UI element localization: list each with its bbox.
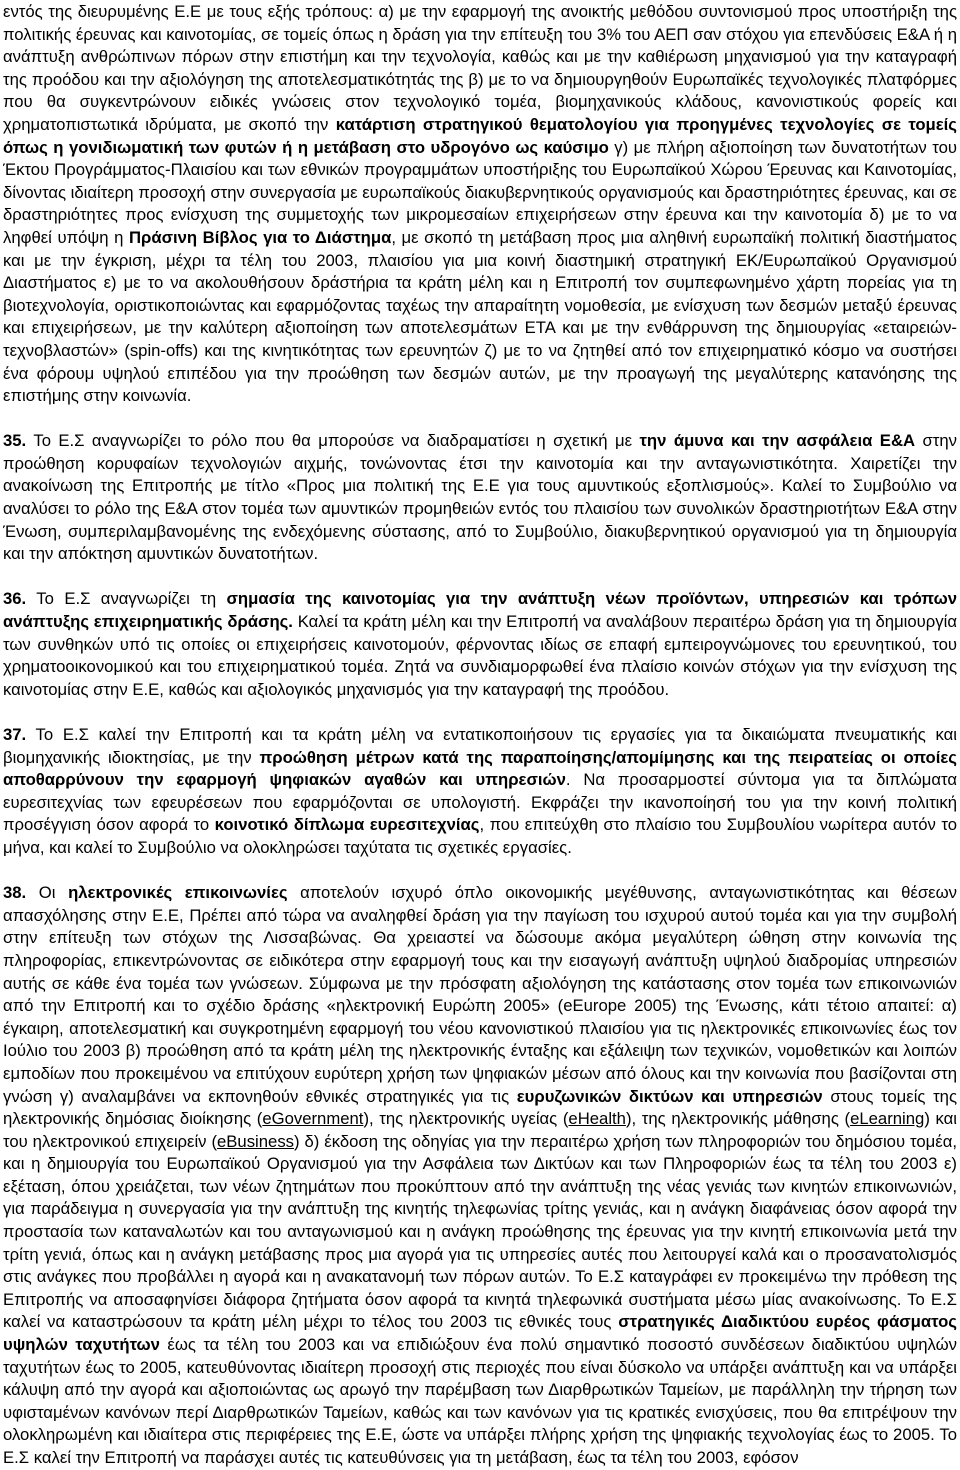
text-run: ), της ηλεκτρονικής μάθησης ( (625, 1109, 851, 1129)
document-body (3, 1, 957, 1470)
paragraph-number: 35. (3, 431, 27, 451)
emphasized-text: κατάρτιση στρατηγικού θεματολογίου για προηγμένες τεχνολογίες σε τομείς όπως η γονιδιωματική των φυτών ή η μετάβαση στο υδρογόνο ως καύσιμο (3, 114, 957, 157)
underlined-term: eLearning (850, 1109, 925, 1129)
paragraph-intro (3, 1, 957, 408)
paragraph-p36 (3, 588, 957, 701)
paragraph-number: 36. (3, 589, 27, 609)
text-run: Το Ε.Σ καλεί την Επιτροπή και τα κράτη μέλη να εντατικοποιήσουν τις εργασίες για τα δικαιώματα πνευματικής και βιομηχανικής ιδιοκτησίας, με την (3, 725, 957, 767)
paragraph-number: 38. (3, 883, 27, 903)
paragraph-gap (3, 566, 957, 589)
text-run: αποτελούν ισχυρό όπλο οικονομικής μεγέθυνσης, ανταγωνιστικότητας και θέσεων απασχόλησης στην Ε.Ε, Πρέπει από τώρα να αναληφθεί δράση για την παγίωση του ισχυρού αυτού τομέα και για την συμβολή στην επίτευξη των στόχων της Λισσαβώνας. Θα χρειαστεί να δώσουμε ακόμα μεγαλύτερη ώθηση στην κοινωνία της πληροφορίας, επικεντρώνοντας σε ειδικότερα στην εφαρμογή τους και την εισαγωγή ανάπτυξη υψηλού διαδρομίας υπηρεσιών αυτής σε κάθε ένα τομέα των γνώσεων. Σύμφωνα με την πρόσφατη αξιολόγηση της κατάστασης στον τομέα των επικοινωνιών από την Επιτροπή και το σχέδιο δράσης «ηλεκτρονική Ευρώπη 2005» (eEurope 2005) της Ένωσης, κάτι τέτοιο απαιτεί: α) έγκαιρη, αποτελεσματική και συγκροτημένη εφαρμογή του νέου κανονιστικού πλαισίου για τις ηλεκτρονικές επικοινωνίες έως τον Ιούλιο του 2003 β) προώθηση από τα κράτη μέλη της ηλεκτρονικής ένταξης και εξάλειψη των τεχνικών, νομοθετικών και λοιπών εμποδίων που προκειμένου να επιτύχουν ευρύτερη χρήση των ψηφιακών μέσων από όλους και την κοινωνία που βασίζονται στη γνώση γ) αναλαμβάνει να εκπονηθούν εθνικές στρατηγικές για τις (3, 883, 957, 1106)
text-run: ), της ηλεκτρονικής υγείας ( (363, 1109, 569, 1129)
text-run: . Να προσαρμοστεί σύντομα για τα διπλώματα ευρεσιτεχνίας των εφευρέσεων που εφαρμόζονται σε υπολογιστή. Εκφράζει την ικανοποίησή του για την κοινή πολιτική προσέγγιση όσον αφορά το (3, 770, 957, 835)
underlined-term: eGovernment (262, 1109, 364, 1129)
emphasized-text: ηλεκτρονικές επικοινωνίες (68, 883, 288, 903)
emphasized-text: ευρυζωνικών δικτύων και υπηρεσιών (516, 1086, 823, 1106)
text-run: στην προώθηση κορυφαίων τεχνολογιών αιχμής, τονώνοντας έτσι την καινοτομία και την ανταγωνιστικότητα. Χαιρετίζει την ανακοίνωση της Επιτροπής με τίτλο «Προς μια πολιτική της Ε.Ε για τους αμυντικούς εξοπλισμούς». Καλεί το Συμβούλιο να αναλύσει το ρόλο της Ε&Α στον τομέα των αμυντικών προμηθειών εντός του πλαισίου των συνολικών δραστηριοτήτων Ε&Α στην Ένωση, συμπεριλαμβανομένης της ενδεχόμενης σύστασης, από το Συμβούλιο, διακυβερνητικού οργανισμού για τη δημιουργία και την απόκτηση αμυντικών δυνατοτήτων. (3, 431, 957, 564)
paragraph-gap (3, 408, 957, 431)
paragraph-gap (3, 701, 957, 724)
text-run: Το Ε.Σ αναγνωρίζει τη (26, 589, 227, 609)
text-run: ) δ) έκδοση της οδηγίας για την περαιτέρω χρήση των πληροφοριών του δημόσιου τομέα, και η δημιουργία του Ευρωπαϊκού Οργανισμού για την Ασφάλεια των Δικτύων και των Πληροφοριών έως τα τέλη του 2003 ε) εξέταση, όπου χρειάζεται, των νέων ζητημάτων που προκύπτουν από την ανάπτυξη της νέας γενιάς των κινητών επικοινωνιών, για παράδειγμα η συνεργασία για την ανάπτυξη της κινητής τηλεφωνίας τρίτης γενιάς, και η ανάγκη διαφάνειας όσον αφορά την προστασία των καταναλωτών και του ανταγωνισμού και η ανάγκη προώθησης της έρευνας για την κινητή επικοινωνία μετά την τρίτη γενιά, όπως και η ανάγκη μετάβασης προς μια αγορά για τις υπηρεσίες αυτές που λειτουργεί καλά και ο προσανατολισμός στις ανάγκες που προβάλλει η αγορά και η ανακατανομή των πόρων αυτών. Το Ε.Σ καταγράφει εν προκειμένω την πρόθεση της Επιτροπής να αποσαφηνίσει διάφορα ζητήματα όσον αφορά τα κινητά τηλεφωνικά συστήματα μέσω μίας ανακοίνωσης. Το Ε.Σ καλεί να καταστρώσουν τα κράτη μέλη μέχρι το τέλος του 2003 τις εθνικές τους (3, 1131, 957, 1332)
paragraph-gap (3, 860, 957, 883)
text-run: εντός της διευρυμένης Ε.Ε με τους εξής τρόπους: α) με την εφαρμογή της ανοικτής μεθόδου συντονισμού προς υποστήριξη της πολιτικής έρευνας και καινοτομίας, σε τομείς όπως η δράση για την επίτευξη του 3% του ΑΕΠ σαν στόχου για επενδύσεις Ε&Α ή η ανάπτυξη ανθρώπινων πόρων στην επιστήμη και την τεχνολογία, καθώς και με την καθιέρωση μηχανισμού για την καταγραφή της προόδου και την αξιολόγηση της αποτελεσματικότητάς της β) με το να δημιουργηθούν Ευρωπαϊκές τεχνολογικές πλατφόρμες που θα συγκεντρώνουν ειδικές γνώσεις στον τεχνολογικό τομέα, βιομηχανικούς κλάδους, κανονιστικούς φορείς και χρηματοπιστωτικά ιδρύματα, με σκοπό την (3, 2, 957, 134)
paragraph-p38 (3, 882, 957, 1469)
paragraph-p37 (3, 724, 957, 860)
text-run: ) και του ηλεκτρονικού επιχειρείν ( (3, 1109, 957, 1151)
emphasized-text: προώθηση μέτρων κατά της παραποίησης/απομίμησης και της πειρατείας οι οποίες αποθαρρύνουν την εφαρμογή ψηφιακών αγαθών και υπηρεσιών (3, 747, 957, 790)
text-run: έως τα τέλη του 2003 και να επιδιώξουν ένα πολύ σημαντικό ποσοστό συνδέσεων διαδικτύου υψηλών ταχυτήτων έως το 2005, κατευθύνοντας ιδιαίτερη προσοχή στις περιοχές που είναι δύσκολο να υπάρξει ανάπτυξη και να υπάρξει κάλυψη από την αγορά και αξιοποιώντας ως αρωγό την παρέμβαση των Διαρθρωτικών Ταμείων, με παράλληλη την τήρηση των υφισταμένων κανόνων περί Διαρθρωτικών Ταμείων, καθώς και των κανόνων για τις κρατικές ενισχύσεις, που θα επιτρέψουν την ολοκληρωμένη και ιδιαίτερα στις περιφέρειες της Ε.Ε, ώστε να υπάρξει πλήρης χρήση της ψηφιακής τεχνολογίας έως το 2005. Το Ε.Σ καλεί την Επιτροπή να παράσχει αυτές τις κατευθύνσεις για τη μετάβαση, έως τα τέλη του 2003, εφόσον (3, 1335, 957, 1467)
underlined-term: eHealth (568, 1109, 626, 1129)
paragraph-p35 (3, 430, 957, 566)
emphasized-text: την άμυνα και την ασφάλεια Ε&Α (639, 431, 916, 451)
text-run: Οι (26, 883, 69, 903)
emphasized-text: κοινοτικό δίπλωμα ευρεσιτεχνίας (214, 815, 480, 835)
underlined-term: eBusiness (217, 1131, 295, 1151)
emphasized-text: στρατηγικές Διαδικτύου ευρέος φάσματος υψηλών ταχυτήτων (3, 1312, 957, 1355)
text-run: γ) με πλήρη αξιοποίηση των δυνατοτήτων του Έκτου Προγράμματος-Πλαισίου και των εθνικών προγραμμάτων υποστήριξης του Ευρωπαϊκού Χώρου Έρευνας και Καινοτομίας, δίνοντας ιδιαίτερη προσοχή στην συνεργασία με ευρωπαϊκούς διακυβερνητικούς οργανισμούς και δραστηριότητες έρευνας, και σε δραστηριότητες προς ενίσχυση της συμμετοχής των μικρομεσαίων επιχειρήσεων στην έρευνα και την καινοτομία δ) με το να ληφθεί υπόψη η (3, 137, 958, 247)
text-run: Καλεί τα κράτη μέλη και την Επιτροπή να αναλάβουν περαιτέρω δράση για τη δημιουργία των συνθηκών υπό τις οποίες οι επιχειρήσεις καινοτομούν, φέρνοντας ιδίως σε επαφή εμπειρογνώμονες του ερευνητικού, του χρηματοοικονομικού και του επιχειρηματικού τομέα. Ζητά να συνδιαμορφωθεί ένα πλαίσιο κοινών στόχων για την ενίσχυση της καινοτομίας στην Ε.Ε, καθώς και αξιολογικός μηχανισμός για την καταγραφή της προόδου. (3, 612, 957, 699)
text-run: , με σκοπό τη μετάβαση προς μια αληθινή ευρωπαϊκή πολιτική διαστήματος και με την έγκριση, μέχρι τα τέλη του 2003, πλαισίου για μια κοινή διαστημική στρατηγική ΕΚ/Ευρωπαϊκού Οργανισμού Διαστήματος ε) με το να ακολουθήσουν δράστήρια τα κράτη μέλη και η Επιτροπή τον συμπεφωνημένο χάρτη πορείας για τη βιοτεχνολογία, οριστικοποιώντας και εφαρμόζοντας ταχέως την απαραίτητη νομοθεσία, με ενίσχυση των δεσμών μεταξύ έρευνας και επιχειρήσεων, με την καλύτερη αξιοποίηση των αποτελεσμάτων ΕΤΑ και με την ενθάρρυνση της δημιουργίας «εταιρειών-τεχνοβλαστών» (spin-offs) και της κινητικότητας των ερευνητών ζ) με το να ζητηθεί από τον επιχειρηματικό κόσμο να συστήσει ένα φόρουμ υψηλού επιπέδου για την προώθηση των δεσμών αυτών, με την προαγωγή της μεγαλύτερης κατανόησης της επιστήμης στην κοινωνία. (3, 227, 957, 406)
text-run: , που επιτεύχθη στο πλαίσιο του Συμβουλίου νωρίτερα αυτόν το μήνα, και καλεί το Συμβούλιο να ολοκληρώσει ταχύτατα τις σχετικές εργασίες. (3, 815, 957, 857)
text-run: Το Ε.Σ αναγνωρίζει το ρόλο που θα μπορούσε να διαδραματίσει η σχετική με (26, 431, 640, 451)
emphasized-text: Πράσινη Βίβλος για το Διάστημα (128, 227, 392, 247)
paragraph-number: 37. (3, 725, 27, 744)
text-run: στους τομείς της ηλεκτρονικής δημόσιας διοίκησης ( (3, 1086, 957, 1129)
emphasized-text: σημασία της καινοτομίας για την ανάπτυξη νέων προϊόντων, υπηρεσιών και τρόπων ανάπτυξης επιχειρηματικής δράσης. (3, 589, 957, 632)
